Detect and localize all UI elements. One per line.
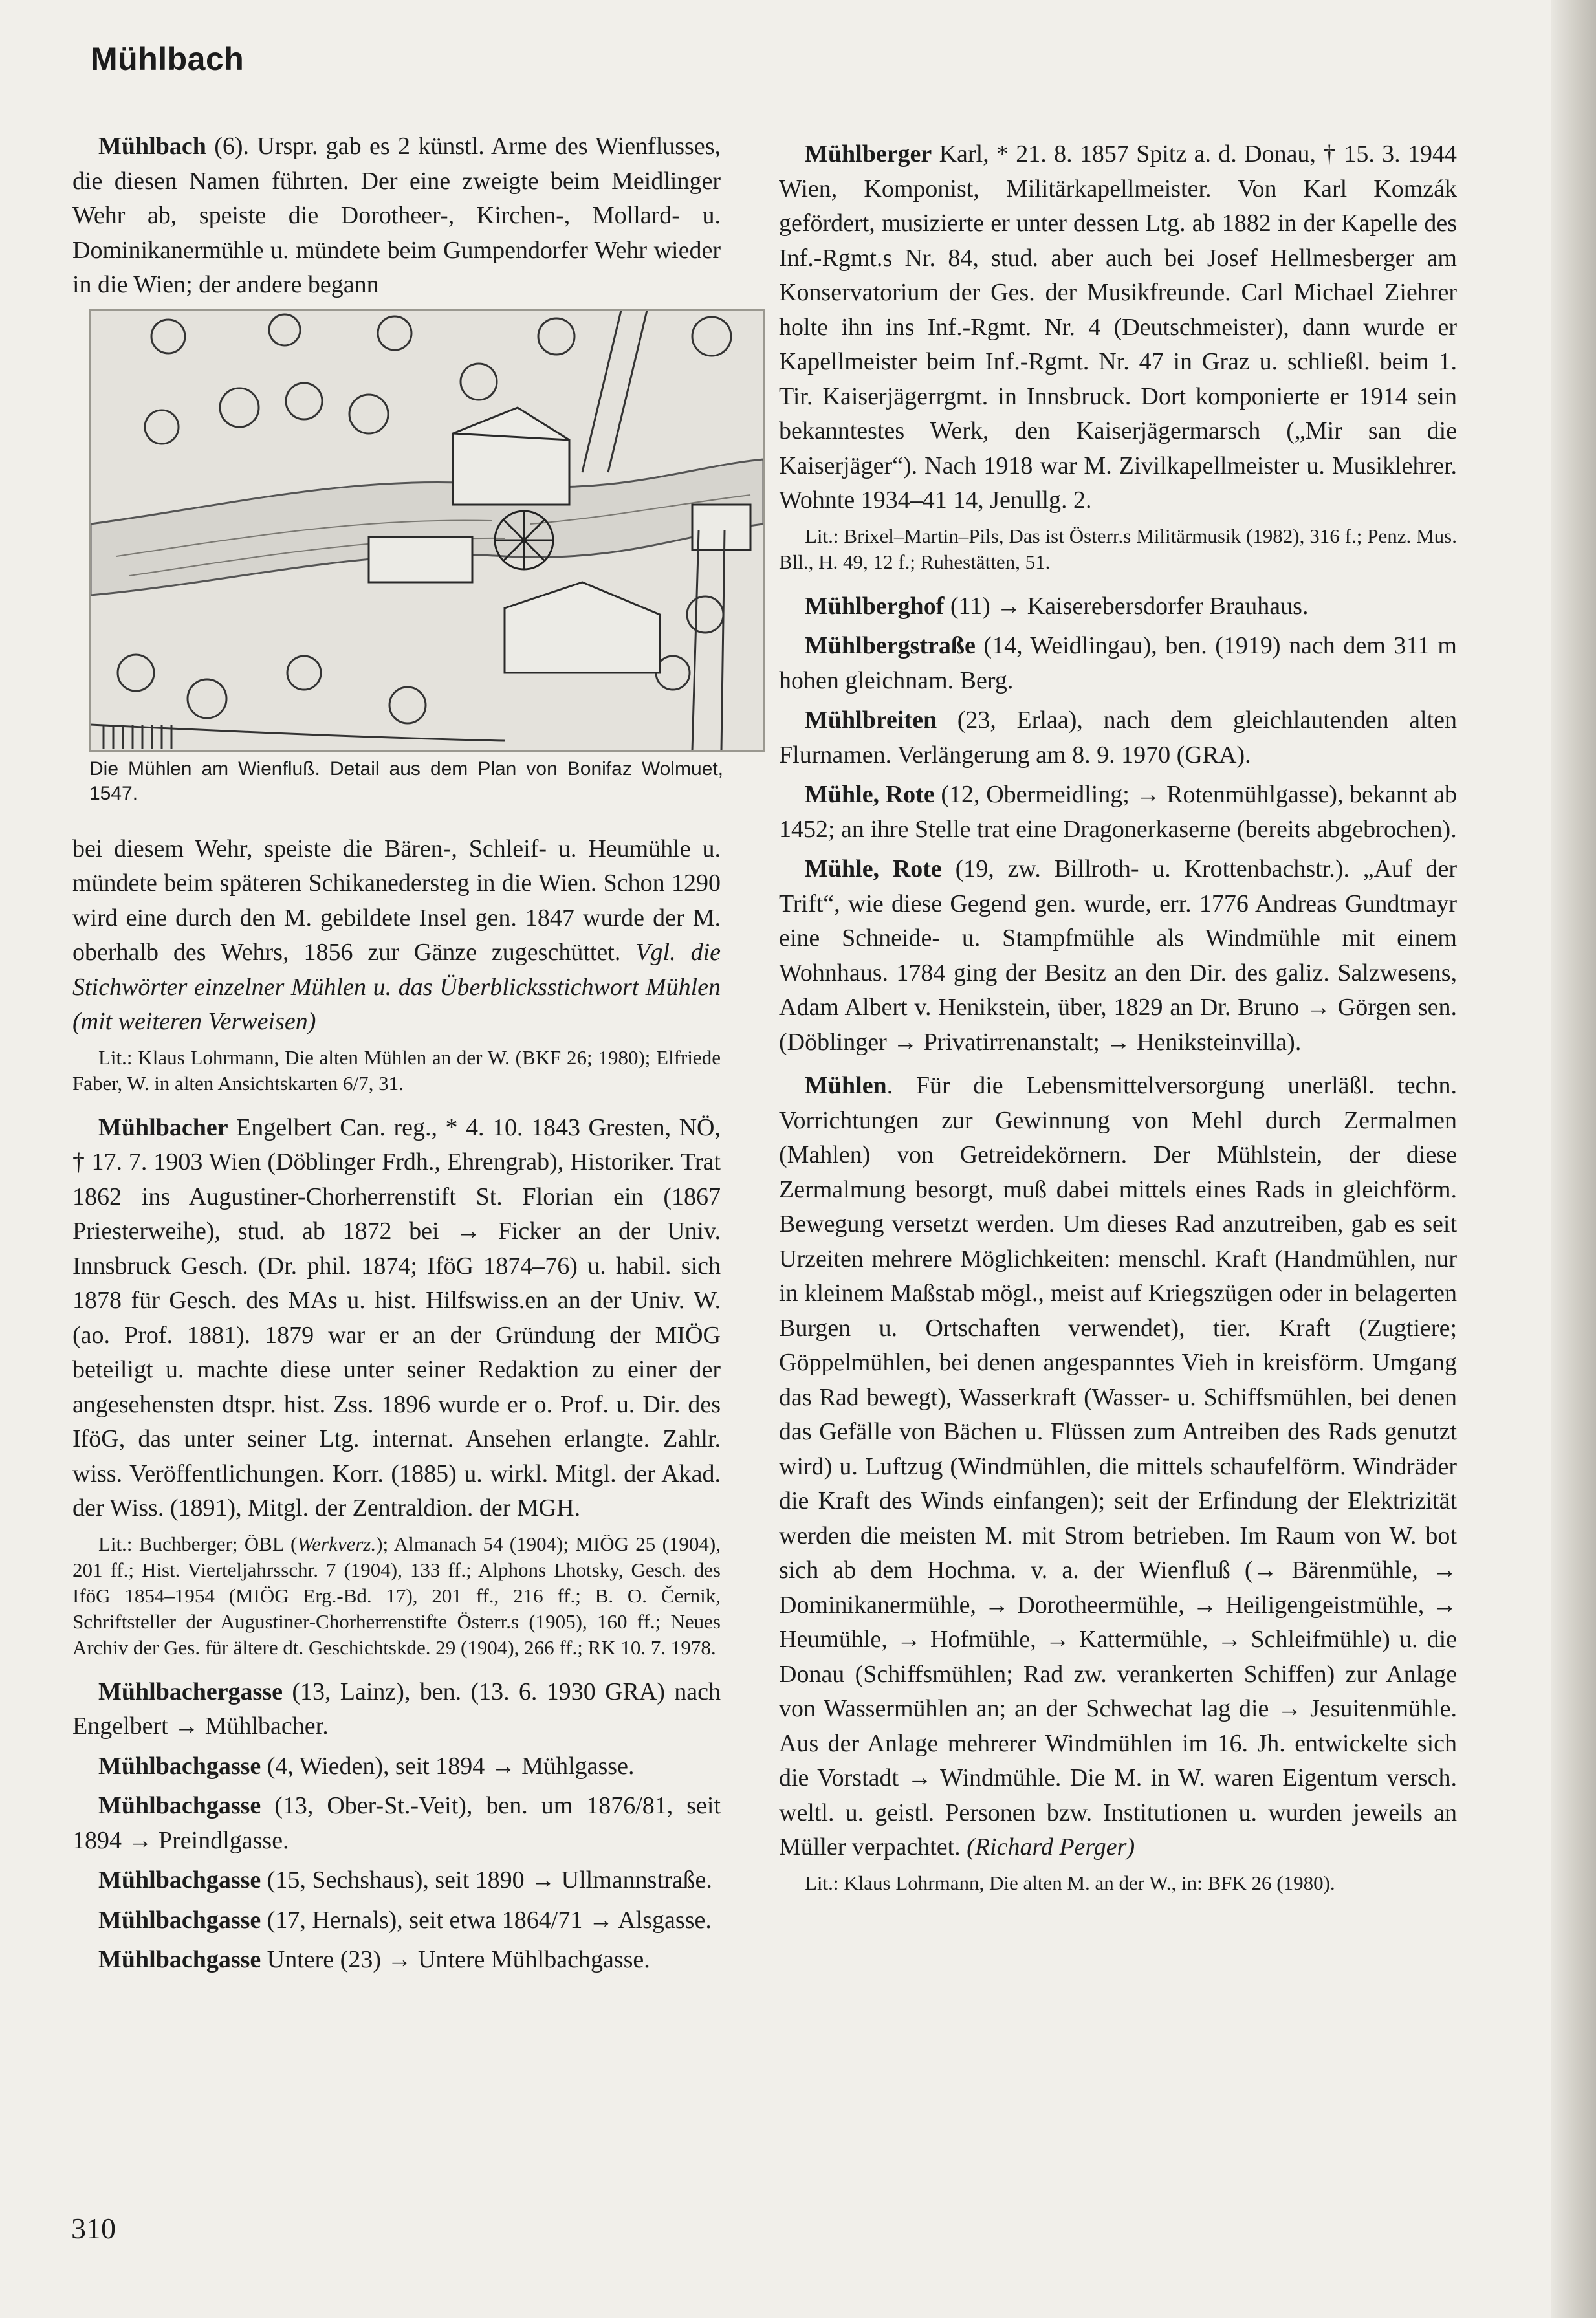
entry-text: (6). Urspr. gab es 2 künstl. Arme des Wienflusses, die diesen Namen führten. Der eine zweigte beim Meidlinger Wehr ab, speiste die Dorotheer-, Kirchen-, Mollard- u. Dominikanermühle u. mündete beim Gumpendorfer Wehr wieder in die Wien; der andere begann <box>72 133 721 298</box>
entry-muehle-rote-12 <box>779 778 1457 847</box>
entry-text: (13, Lainz), ben. (13. 6. 1930 GRA) nach Engelbert → Mühlbacher. <box>72 1678 721 1740</box>
entry-text: (12, Obermeidling; → Rotenmühlgasse), bekannt ab 1452; an ihre Stelle trat eine Dragonerkaserne (bereits abgebrochen). <box>779 781 1457 843</box>
entry-text: . Für die Lebensmittelversorgung unerläßl. techn. Vorrichtungen zur Gewinnung von Mehl durch Zermalmen (Mahlen) von Getreidekörnern. Der Mühlstein, der diese Zermalmung besorgt, muß dabei mittels eines Rads in gleichförm. Bewegung versetzt werden. Um dieses Rad anzutreiben, gab es seit Urzeiten mehrere Möglichkeiten: menschl. Kraft (Handmühlen, nur in kleinem Maßstab mögl., meist auf Kriegszügen oder in belagerten Burgen u. Ortschaften verwendet), tier. Kraft (Zugtiere; Göppelmühlen, bei denen angespanntes Vieh in kreisförm. Umgang das Rad bewegt), Wasserkraft (Wasser- u. Schiffsmühlen, bei denen das Gefälle von Bächen u. Flüssen zum Antreiben des Rads genutzt wird) u. Luftzug (Windmühlen, die mittels schaufelförm. Windräder die Kraft des Winds einfangen); seit der Erfindung der Elektrizität werden die meisten M. mit Strom betrieben. Im Raum von W. bot sich ab dem Hochma. v. a. der Wienfluß (→ Bärenmühle, → Dominikanermühle, → Dorotheermühle, → Heiligengeistmühle, → Heumühle, → Hofmühle, → Kattermühle, → Schleifmühle) u. die Donau (Schiffsmühlen; Rad zw. verankerten Schiffen) zur Anlage von Wassermühlen an; an der Schwechat lag die → Jesuitenmühle. Aus der Anlage mehrerer Windmühlen im 16. Jh. entwickelte sich die Vorstadt → Windmühle. Die M. in W. waren Eigentum versch. weltl. u. geistl. Personen bzw. Institutionen u. wurden jeweils an Müller verpachtet. <box>779 1072 1457 1861</box>
headword: Mühle, Rote <box>805 781 935 808</box>
entry-muehlbacher <box>72 1111 721 1526</box>
headword: Mühlbach <box>98 133 206 160</box>
entry-muehlbachgasse-15 <box>72 1863 721 1898</box>
literature-text: Lit.: Buchberger; ÖBL ( <box>98 1532 298 1555</box>
headword: Mühlberghof <box>805 592 945 620</box>
entry-muehlbachgasse-23 <box>72 1943 721 1978</box>
headword: Mühlbreiten <box>805 706 937 734</box>
page-number: 310 <box>71 2212 116 2245</box>
entry-text: (14, Weidlingau), ben. (1919) nach dem 311 m hohen gleichnam. Berg. <box>779 632 1457 694</box>
entry-muehlbachgasse-13 <box>72 1789 721 1858</box>
entry-muehlbergstrasse <box>779 629 1457 698</box>
headword: Mühlbachgasse <box>98 1752 261 1780</box>
left-column <box>72 129 721 1983</box>
headword: Mühlbacher <box>98 1113 228 1141</box>
headword: Mühlbachgasse <box>98 1866 261 1894</box>
literature-muehlen: Lit.: Klaus Lohrmann, Die alten M. an der W., in: BFK 26 (1980). <box>805 1871 1335 1894</box>
entry-text: Engelbert Can. reg., * 4. 10. 1843 Gresten, NÖ, † 17. 7. 1903 Wien (Döblinger Frdh., Ehrengrab), Historiker. Trat 1862 ins Augustiner-Chorherrenstift St. Florian ein (1867 Priesterweihe), stud. ab 1872 bei → Ficker an der Univ. Innsbruck Gesch. (Dr. phil. 1874; IföG 1874–76) u. habil. sich 1878 für Gesch. des MAs u. hist. Hilfswiss.en an der Univ. W. (ao. Prof. 1881). 1879 war er an der Gründung der MIÖG beteiligt u. machte diese unter seiner Redaktion zu einer der angesehensten dtspr. hist. Zss. 1896 wurde er o. Prof. u. Dir. des IföG, das unter seiner Ltg. internat. Ansehen erlangte. Zahlr. wiss. Veröffentlichungen. Korr. (1885) u. wirkl. Mitgl. der Akad. der Wiss. (1891), Mitgl. der Zentraldion. der MGH. <box>72 1113 721 1522</box>
entry-muehlbachgasse-4 <box>72 1749 721 1784</box>
page-edge-shadow <box>1551 0 1596 2318</box>
right-column <box>779 137 1457 1910</box>
headword: Mühlbachgasse <box>98 1906 261 1934</box>
headword: Mühlbachergasse <box>98 1678 283 1705</box>
entry-text: (17, Hernals), seit etwa 1864/71 → Alsgasse. <box>261 1906 712 1934</box>
entry-text: (11) → Kaiserebersdorfer Brauhaus. <box>944 592 1309 620</box>
headword: Mühle, Rote <box>805 855 942 882</box>
entry-muehlbach <box>72 129 721 303</box>
running-head: Mühlbach <box>91 41 245 77</box>
cross-reference: Vgl. die Stichwörter einzelner Mühlen u. das Überblicksstichwort Mühlen (mit weiteren Verweisen) <box>72 939 721 1035</box>
map-drawing <box>91 311 763 750</box>
entry-text: (13, Ober-St.-Veit), ben. um 1876/81, seit 1894 → Preindlgasse. <box>72 1792 721 1854</box>
entry-text: (15, Sechshaus), seit 1890 → Ullmannstraße. <box>261 1866 712 1894</box>
entry-text: (19, zw. Billroth- u. Krottenbachstr.). „Auf der Trift“, wie diese Gegend gen. wurde, err. 1776 Andreas Gundtmayr eine Schneide- u. Stampfmühle als Windmühle mit einem Wohnhaus. 1784 ging der Besitz an den Dir. des galiz. Salzwesens, Adam Albert v. Henikstein, über, 1829 an Dr. Bruno → Görgen sen. (Döblinger → Privatirrenanstalt; → Heniksteinvilla). <box>779 855 1457 1056</box>
literature-muehlbach: Lit.: Klaus Lohrmann, Die alten Mühlen an der W. (BKF 26; 1980); Elfriede Faber, W. in alten Ansichtskarten 6/7, 31. <box>72 1045 721 1095</box>
literature-muehlberger: Lit.: Brixel–Martin–Pils, Das ist Österr.s Militärmusik (1982), 316 f.; Penz. Mus. Bll., H. 49, 12 f.; Ruhestätten, 51. <box>779 524 1457 573</box>
entry-text: Untere (23) → Untere Mühlbachgasse. <box>261 1946 650 1973</box>
entry-muehlberghof <box>779 589 1457 624</box>
entry-text: Karl, * 21. 8. 1857 Spitz a. d. Donau, † 15. 3. 1944 Wien, Komponist, Militärkapellmeister. Von Karl Komzák gefördert, musizierte er unter dessen Ltg. ab 1882 in der Kapelle des Inf.-Rgmt.s Nr. 84, stud. aber auch bei Josef Hellmesberger am Konservatorium der Ges. der Musikfreunde. Carl Michael Ziehrer holte ihn ins Inf.-Rgmt. Nr. 4 (Deutschmeister), dann wurde er Kapellmeister beim Inf.-Rgmt. Nr. 47 in Graz u. schließl. beim 1. Tir. Kaiserjägerrgmt. in Innsbruck. Dort komponierte er 1914 sein bekanntestes Werk, den Kaiserjägermarsch („Mir san die Kaiserjäger“). Nach 1918 war M. Zivilkapellmeister u. Musiklehrer. Wohnte 1934–41 14, Jenullg. 2. <box>779 140 1457 514</box>
headword: Mühlbachgasse <box>98 1946 261 1973</box>
entry-muehlbreiten <box>779 703 1457 772</box>
figure-caption: Die Mühlen am Wienfluß. Detail aus dem Plan von Bonifaz Wolmuet, 1547. <box>89 758 723 804</box>
entry-text: (4, Wieden), seit 1894 → Mühlgasse. <box>261 1752 635 1780</box>
entry-muehlbachgasse-17 <box>72 1903 721 1938</box>
headword: Mühlbachgasse <box>98 1792 261 1819</box>
entry-text: (23, Erlaa), nach dem gleichlautenden alten Flurnamen. Verlängerung am 8. 9. 1970 (GRA). <box>779 706 1457 769</box>
entry-text: bei diesem Wehr, speiste die Bären-, Schleif- u. Heumühle u. mündete beim späteren Schikanedersteg in die Wien. Schon 1290 wird eine durch den M. gebildete Insel gen. 1847 wurde der M. oberhalb des Wehrs, 1856 zur Gänze zugeschüttet. <box>72 835 721 966</box>
entry-muehlbachergasse <box>72 1675 721 1744</box>
headword: Mühlen <box>805 1072 887 1099</box>
literature-muehlbacher <box>72 1531 721 1661</box>
headword: Mühlbergstraße <box>805 632 976 659</box>
author-signature: (Richard Perger) <box>967 1833 1135 1861</box>
literature-text: ); Almanach 54 (1904); MIÖG 25 (1904), 201 ff.; Hist. Vierteljahrsschr. 7 (1904), 133 ff.; Alphons Lhotsky, Gesch. des IföG 1854–1954 (MIÖG Erg.-Bd. 17), 201 ff., 216 ff.; B. O. Černik, Schriftsteller der Augustiner-Chorherrenstifte Österr.s (1905), 160 ff.; Neues Archiv der Ges. für ältere dt. Geschichtskde. 29 (1904), 266 ff.; RK 10. 7. 1978. <box>72 1532 721 1659</box>
entry-muehlbach-cont <box>72 832 721 1040</box>
entry-muehlberger <box>779 137 1457 518</box>
entry-muehle-rote-19 <box>779 852 1457 1060</box>
map-illustration <box>89 309 765 752</box>
literature-text-italic: Werkverz. <box>297 1532 377 1555</box>
headword: Mühlberger <box>805 140 932 168</box>
entry-muehlen <box>779 1069 1457 1865</box>
